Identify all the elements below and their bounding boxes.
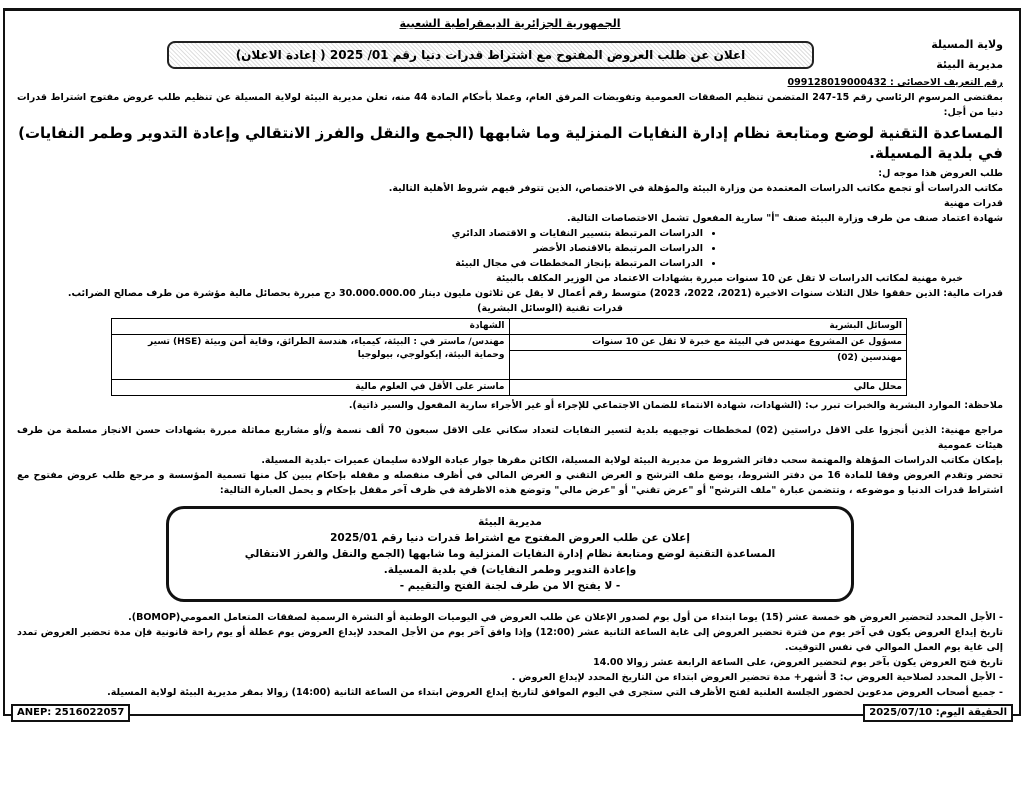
document-frame <box>3 8 1021 716</box>
header-row <box>17 35 1003 75</box>
list-item: • الدراسات المرتبطة بالاقتصاد الأخضر <box>17 241 703 256</box>
withdrawal-text: بإمكان مكاتب الدراسات المؤهلة والمهتمة سحب دفاتر الشروط من مديرية البيئة لولاية المسيلة، الكائن مقرها جوار عيادة الولادة سليمان عميرات -بلدية المسيلة. <box>261 455 1003 466</box>
table-header: الشهادة <box>112 319 510 335</box>
list-item: • الدراسات المرتبطة بتسيير النفايات و الاقتصاد الدائري <box>17 226 703 241</box>
experience-text: خبرة مهنية لمكاتب الدراسات لا تقل عن 10 سنوات مبررة بشهادات الاعتماد من الوزير المكلف بالبيئة <box>495 273 963 284</box>
table-row <box>112 335 907 351</box>
envelope-line: مديرية البيئة <box>478 516 542 528</box>
envelope-label-box <box>166 506 854 602</box>
announcement-title: اعلان عن طلب العروض المفتوح مع اشتراط قدرات دنيا رقم 01/ 2025 ( إعادة الاعلان) <box>235 48 746 62</box>
table-row <box>112 380 907 396</box>
directorate-label: مديرية البيئة <box>936 58 1003 71</box>
deadline-item: - الأجل المحدد لتحضير العروض هو خمسة عشر (15) يوما ابتداء من أول يوم لصدور الإعلان عن طلب العروض في اليوميات الوطنية أو النشرة الرسمية لصفقات المتعامل العمومي(BOMOP). <box>128 612 1003 623</box>
table-header: الوسائل البشرية <box>509 319 907 335</box>
deadline-item: - الأجل المحدد لصلاحية العروض ب: 3 أشهر+ مدة تحضير العروض ابتداء من التاريخ المحدد لإيداع العروض . <box>511 672 1003 683</box>
wilaya-label: ولاية المسيلة <box>931 38 1003 51</box>
human-resources-table <box>111 318 907 396</box>
spacer <box>17 413 1003 423</box>
deadline-item: تاريخ إيداع العروض يكون في آخر يوم من فترة تحضير العروض إلى غاية الساعة الثانية عشر (12:00) وإذا وافق آخر يوم من الأجل المحدد لإيداع العروض يوم عطلة أو يوم راحة قانونية فإن مدة تحضير العروض تمدد إلى غاية يوم العمل الموالي في نفس التوقيت. <box>17 627 1003 653</box>
envelope-line: - لا يفتح الا من طرف لجنة الفتح والتقييم - <box>399 580 621 592</box>
table-cell: محلل مالي <box>509 380 907 396</box>
specialties-list <box>17 226 1003 271</box>
table-header-row <box>112 319 907 335</box>
tax-id: رقم التعريف الاحصائي : 099128019000432 <box>787 77 1003 88</box>
anep-number: ANEP: 2516022057 <box>11 704 130 722</box>
footer-row <box>11 704 1013 722</box>
certificate-text: شهادة اعتماد صنف من طرف وزارة البيئة صنف "أ" سارية المفعول تشمل الاختصاصات التالية. <box>567 213 1003 224</box>
list-item: • الدراسات المرتبطة بإنجاز المخططات في مجال البيئة <box>17 256 703 271</box>
envelope-line: وإعادة التدوير وطمر النفايات) في بلدية المسيلة. <box>383 564 637 576</box>
eligibility-section <box>17 166 1003 316</box>
republic-heading: الجمهورية الجزائرية الديمقراطية الشعبية <box>399 17 621 30</box>
professional-heading: قدرات مهنية <box>944 198 1003 209</box>
announcement-title-box <box>167 41 814 69</box>
eligibility-heading: طلب العروض هذا موجه ل: <box>878 168 1003 179</box>
newspaper-date: الحقيقة اليوم: 2025/07/10 <box>863 704 1013 722</box>
financial-text: قدرات مالية: الذين حققوا خلال الثلاث سنوات الاخيرة (2021، 2022، 2023) متوسط رقم أعمال لا يقل عن ثلاثون مليون دينار 30.000.000.00 دج مبررة بحصائل مالية مؤشرة من طرف مصالح الضرائب. <box>67 288 1003 299</box>
deadline-item: - جميع أصحاب العروض مدعوين لحضور الجلسة العلنية لفتح الأظرف التي ستجرى في اليوم الموافق لتاريخ إيداع العروض ابتداء من الساعة الثانية (14:00) زوالا بمقر مديرية البيئة لولاية المسيلة. <box>107 687 1003 698</box>
deadlines-section <box>17 610 1003 700</box>
envelope-line: المساعدة التقنية لوضع ومتابعة نظام إدارة النفايات المنزلية وما شابهها (الجمع والنقل والفرز الانتقالي <box>244 548 776 560</box>
table-cell: مسؤول عن المشروع مهندس في البيئة مع خبرة لا تقل عن 10 سنوات <box>509 335 907 351</box>
eligibility-text: مكاتب الدراسات أو تجمع مكاتب الدراسات المعتمدة من وزارة البيئة والمؤهلة في الاختصاص، الذين تتوفر فيهم شروط الأهلية التالية. <box>388 183 1003 194</box>
header-side-labels <box>931 35 1003 75</box>
table-cell: مهندس/ ماستر في : البيئة، كيمياء، هندسة الطرائق، وقاية أمن وبيئة (HSE) تسير وحماية البيئة، إيكولوجي، بيولوجيا <box>112 335 510 380</box>
table-cell: مهندسين (02) <box>509 351 907 380</box>
note-text: ملاحظة: الموارد البشرية والخبرات تبرر ب: (الشهادات، شهادة الانتماء للضمان الاجتماعي للإجراء أو غير الأجراء سارية المفعول والسير ذاتية). <box>348 400 1003 411</box>
deadline-item: تاريخ فتح العروض يكون بآخر يوم لتحضير العروض، على الساعة الرابعة عشر زوالا 14.00 <box>593 657 1003 668</box>
table-cell: ماستر على الأقل في العلوم مالية <box>112 380 510 396</box>
technical-heading: قدرات تقنية (الوسائل البشرية) <box>477 303 623 314</box>
project-title: المساعدة التقنية لوضع ومتابعة نظام إدارة النفايات المنزلية وما شابهها (الجمع والنقل والفرز الانتقالي وإعادة التدوير وطمر النفايات) في بلدية المسيلة. <box>18 124 1003 162</box>
envelope-line: إعلان عن طلب العروض المفتوح مع اشتراط قدرات دنيا رقم 2025/01 <box>330 532 690 544</box>
intro-paragraph: بمقتضى المرسوم الرئاسي رقم 15-247 المتضمن تنظيم الصفقات العمومية وتفويضات المرفق العام، وعملا بأحكام المادة 44 منه، تعلن مديرية البيئة لولاية المسيلة عن تنظيم طلب عروض مفتوح اشتراط قدرات دنيا من أجل: <box>17 92 1003 118</box>
references-text: مراجع مهنية: الذين أنجزوا على الاقل دراستين (02) لمخططات توجيهيه بلدية لتسير النفايات لتعداد سكاني على الاقل سبعون 70 ألف نسمة و/أو مشاريع مماثلة مبررة بشهادات حسن الانجاز مسلمة من طرف هيئات عمومية <box>17 425 1003 451</box>
submission-text: تحضر وتقدم العروض وفقا للمادة 16 من دفتر الشروط، يوضع ملف الترشح و العرض التقني و العرض المالي في أظرف منفصله و مقفله بإحكام يبين كل منها تسمية المؤسسة و مرجع طلب عروض مفتوح مع اشتراط قدرات الدنيا و موضوعه ، وتتضمن عبارة "ملف الترشح" أو "عرض تقني" أو "عرض مالي" وتوضع هذه الاظرفة في ظرف آخر مقفل بإحكام و يحمل العبارة التالية: <box>17 470 1003 496</box>
